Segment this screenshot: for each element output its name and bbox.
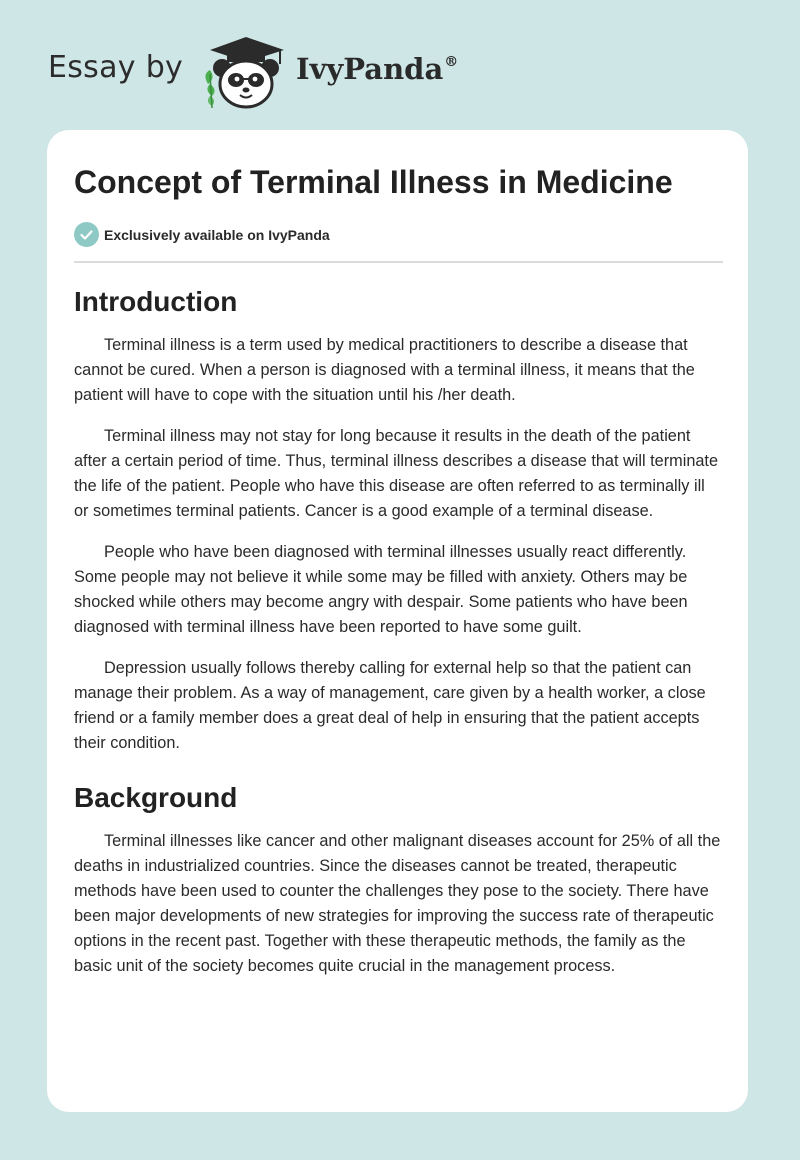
check-circle-icon [74, 222, 99, 247]
section-heading-background: Background [74, 782, 238, 813]
site-header [0, 0, 800, 130]
paragraph: Depression usually follows thereby calling for external help so that the patient can manage their problem. As a way of management, care given by a health worker, a close friend or a family member does a great deal of help in ensuring that the patient accepts their condition. [74, 659, 706, 752]
essay-title: Concept of Terminal Illness in Medicine [74, 164, 673, 200]
registered-mark: ® [444, 54, 459, 70]
essay-by-label: Essay by [48, 50, 184, 85]
panda-logo-icon[interactable] [200, 34, 292, 110]
checkmark-icon [80, 230, 93, 240]
paragraph: Terminal illness is a term used by medical practitioners to describe a disease that cannot be cured. When a person is diagnosed with a terminal illness, it means that the patient will have to cope with the situation until his /her death. [74, 336, 695, 404]
exclusive-badge [74, 222, 330, 247]
essay-card [47, 130, 748, 1112]
exclusive-badge-label: Exclusively available on IvyPanda [104, 226, 330, 243]
brand-text: IvyPanda [296, 52, 444, 86]
section-heading-introduction: Introduction [74, 286, 238, 317]
essay-body [74, 280, 723, 979]
paragraph: People who have been diagnosed with terminal illnesses usually react differently. Some people may not believe it while some may be filled with anxiety. Others may be shocked while others may become angry with despair. Some patients who have been diagnosed with terminal illness have been reported to have some guilt. [74, 543, 688, 636]
paragraph: Terminal illnesses like cancer and other malignant diseases account for 25% of all the deaths in industrialized countries. Since the diseases cannot be treated, therapeutic methods have been used to counter the challenges they pose to the society. There have been major developments of new strategies for improving the success rate of therapeutic options in the recent past. Together with these therapeutic methods, the family as the basic unit of the society becomes quite crucial in the management process. [74, 832, 721, 975]
paragraph: Terminal illness may not stay for long because it results in the death of the patient after a certain period of time. Thus, terminal illness describes a disease that will terminate the life of the patient. People who have this disease are often referred to as terminally ill or sometimes terminal patients. Cancer is a good example of a terminal disease. [74, 427, 719, 520]
title-divider [74, 261, 723, 263]
brand-name[interactable] [296, 52, 458, 86]
